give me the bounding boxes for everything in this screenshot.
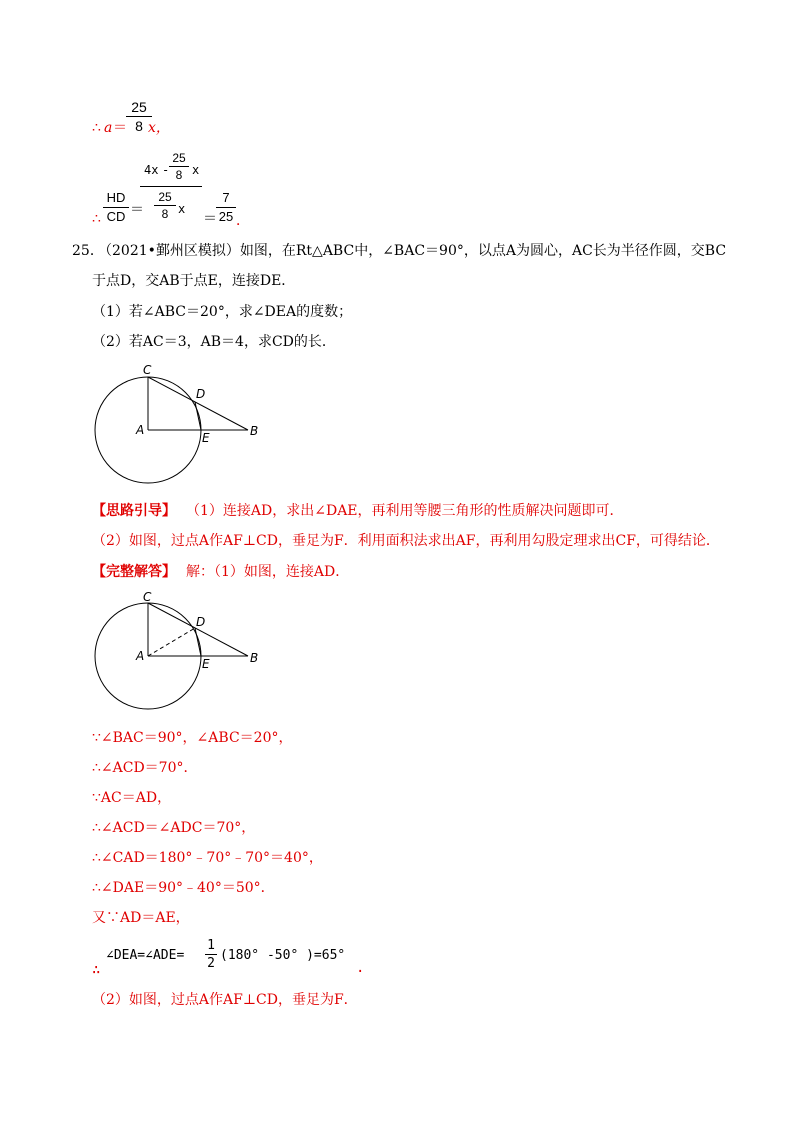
eq2-minus: - — [162, 163, 170, 177]
eq1-lhs: a — [104, 120, 113, 136]
hint-line-2: （2）如图，过点A作AF⊥CD，垂足为F．利用面积法求出AF，再利用勾股定理求出CF，可得结论． — [92, 533, 720, 549]
hint-line-1: （1）连接AD，求出∠DAE，再利用等腰三角形的性质解决问题即可． — [186, 503, 624, 519]
label-e: E — [202, 431, 210, 445]
eq3-denominator: 2 — [207, 956, 215, 971]
label-b: B — [250, 424, 259, 438]
eq2-den-inner-numerator: 25 — [158, 190, 172, 204]
therefore-symbol: ∴ — [92, 120, 101, 136]
eq2-num-inner-fraction — [169, 151, 189, 182]
eq2-result-fraction — [216, 190, 236, 225]
eq2-den-inner-denominator: 8 — [161, 207, 169, 221]
eq2-result-numerator: 7 — [222, 190, 230, 205]
step-6: ∴∠DAE＝90°﹣40°＝50°． — [92, 880, 275, 896]
step-1: ∵∠BAC＝90°，∠ABC＝20°， — [92, 730, 293, 746]
eq1-numerator: 25 — [131, 99, 147, 115]
step-2: ∴∠ACD＝70°． — [92, 760, 198, 776]
label-c: C — [143, 363, 152, 377]
step-4: ∴∠ACD＝∠ADC＝70°， — [92, 820, 256, 836]
label-e: E — [202, 657, 210, 671]
geometry-figure-2 — [90, 590, 270, 710]
eq3-numerator: 1 — [207, 938, 215, 953]
segment-de — [195, 628, 201, 656]
eq1-denominator: 8 — [135, 118, 143, 134]
question-1: （1）若∠ABC＝20°，求∠DEA的度数； — [92, 304, 353, 320]
eq2-num-inner-denominator: 8 — [175, 168, 183, 182]
problem-line-1: （2021•鄞州区模拟）如图，在Rt△ABC中，∠BAC＝90°，以点A为圆心，AC长为半径作圆，交BC — [98, 243, 727, 259]
eq1-tail: x， — [148, 120, 170, 136]
answer-intro: 解：（1）如图，连接AD． — [186, 564, 350, 580]
eq2-equals-2: ＝ — [203, 210, 217, 226]
eq2-period: ． — [236, 212, 250, 228]
therefore-symbol: ∴ — [92, 962, 101, 978]
segment-cb — [148, 603, 248, 656]
therefore-symbol: ∴ — [92, 210, 101, 226]
segment-ad-dashed — [148, 628, 195, 656]
step-7: 又∵AD＝AE， — [92, 910, 190, 926]
label-a: A — [136, 649, 145, 663]
geometry-figure-1 — [90, 360, 270, 480]
eq2-result-denominator: 25 — [218, 209, 234, 224]
label-a: A — [136, 423, 145, 437]
eq2-equals-1: ＝ — [130, 201, 144, 217]
eq2-complex-fraction — [140, 150, 202, 220]
eq2-den-inner-fraction — [154, 190, 176, 221]
label-d: D — [196, 387, 206, 401]
eq1-equals: ＝ — [113, 120, 127, 136]
eq2-num-x: x — [192, 163, 200, 177]
question-2: （2）若AC＝3，AB＝4，求CD的长． — [92, 334, 336, 350]
eq2-lhs-numerator: HD — [106, 190, 126, 205]
part-2-intro: （2）如图，过点A作AF⊥CD，垂足为F． — [92, 992, 358, 1008]
hint-tag: 【思路引导】 — [92, 503, 176, 519]
label-c: C — [143, 590, 152, 604]
segment-cb — [148, 377, 248, 430]
label-d: D — [196, 615, 206, 629]
step-5: ∴∠CAD＝180°﹣70°﹣70°＝40°， — [92, 850, 323, 866]
eq2-num-inner-numerator: 25 — [172, 151, 186, 165]
segment-de — [195, 402, 201, 430]
eq2-den-x: x — [178, 202, 186, 216]
eq2-num-term: 4x — [144, 163, 159, 177]
eq2-lhs-denominator: CD — [106, 209, 126, 224]
answer-tag: 【完整解答】 — [92, 564, 176, 580]
eq2-lhs-fraction — [103, 190, 129, 225]
step-3: ∵AC＝AD， — [92, 790, 172, 806]
problem-line-2: 于点D，交AB于点E，连接DE． — [92, 273, 296, 289]
problem-number: 25． — [72, 243, 104, 259]
eq3-pre: ∠DEA=∠ADE= — [106, 948, 185, 963]
label-b: B — [250, 651, 259, 665]
eq3-period: . — [356, 960, 365, 976]
eq3-post: (180° -50° )=65° — [220, 948, 346, 963]
eq3-fraction — [205, 938, 217, 971]
